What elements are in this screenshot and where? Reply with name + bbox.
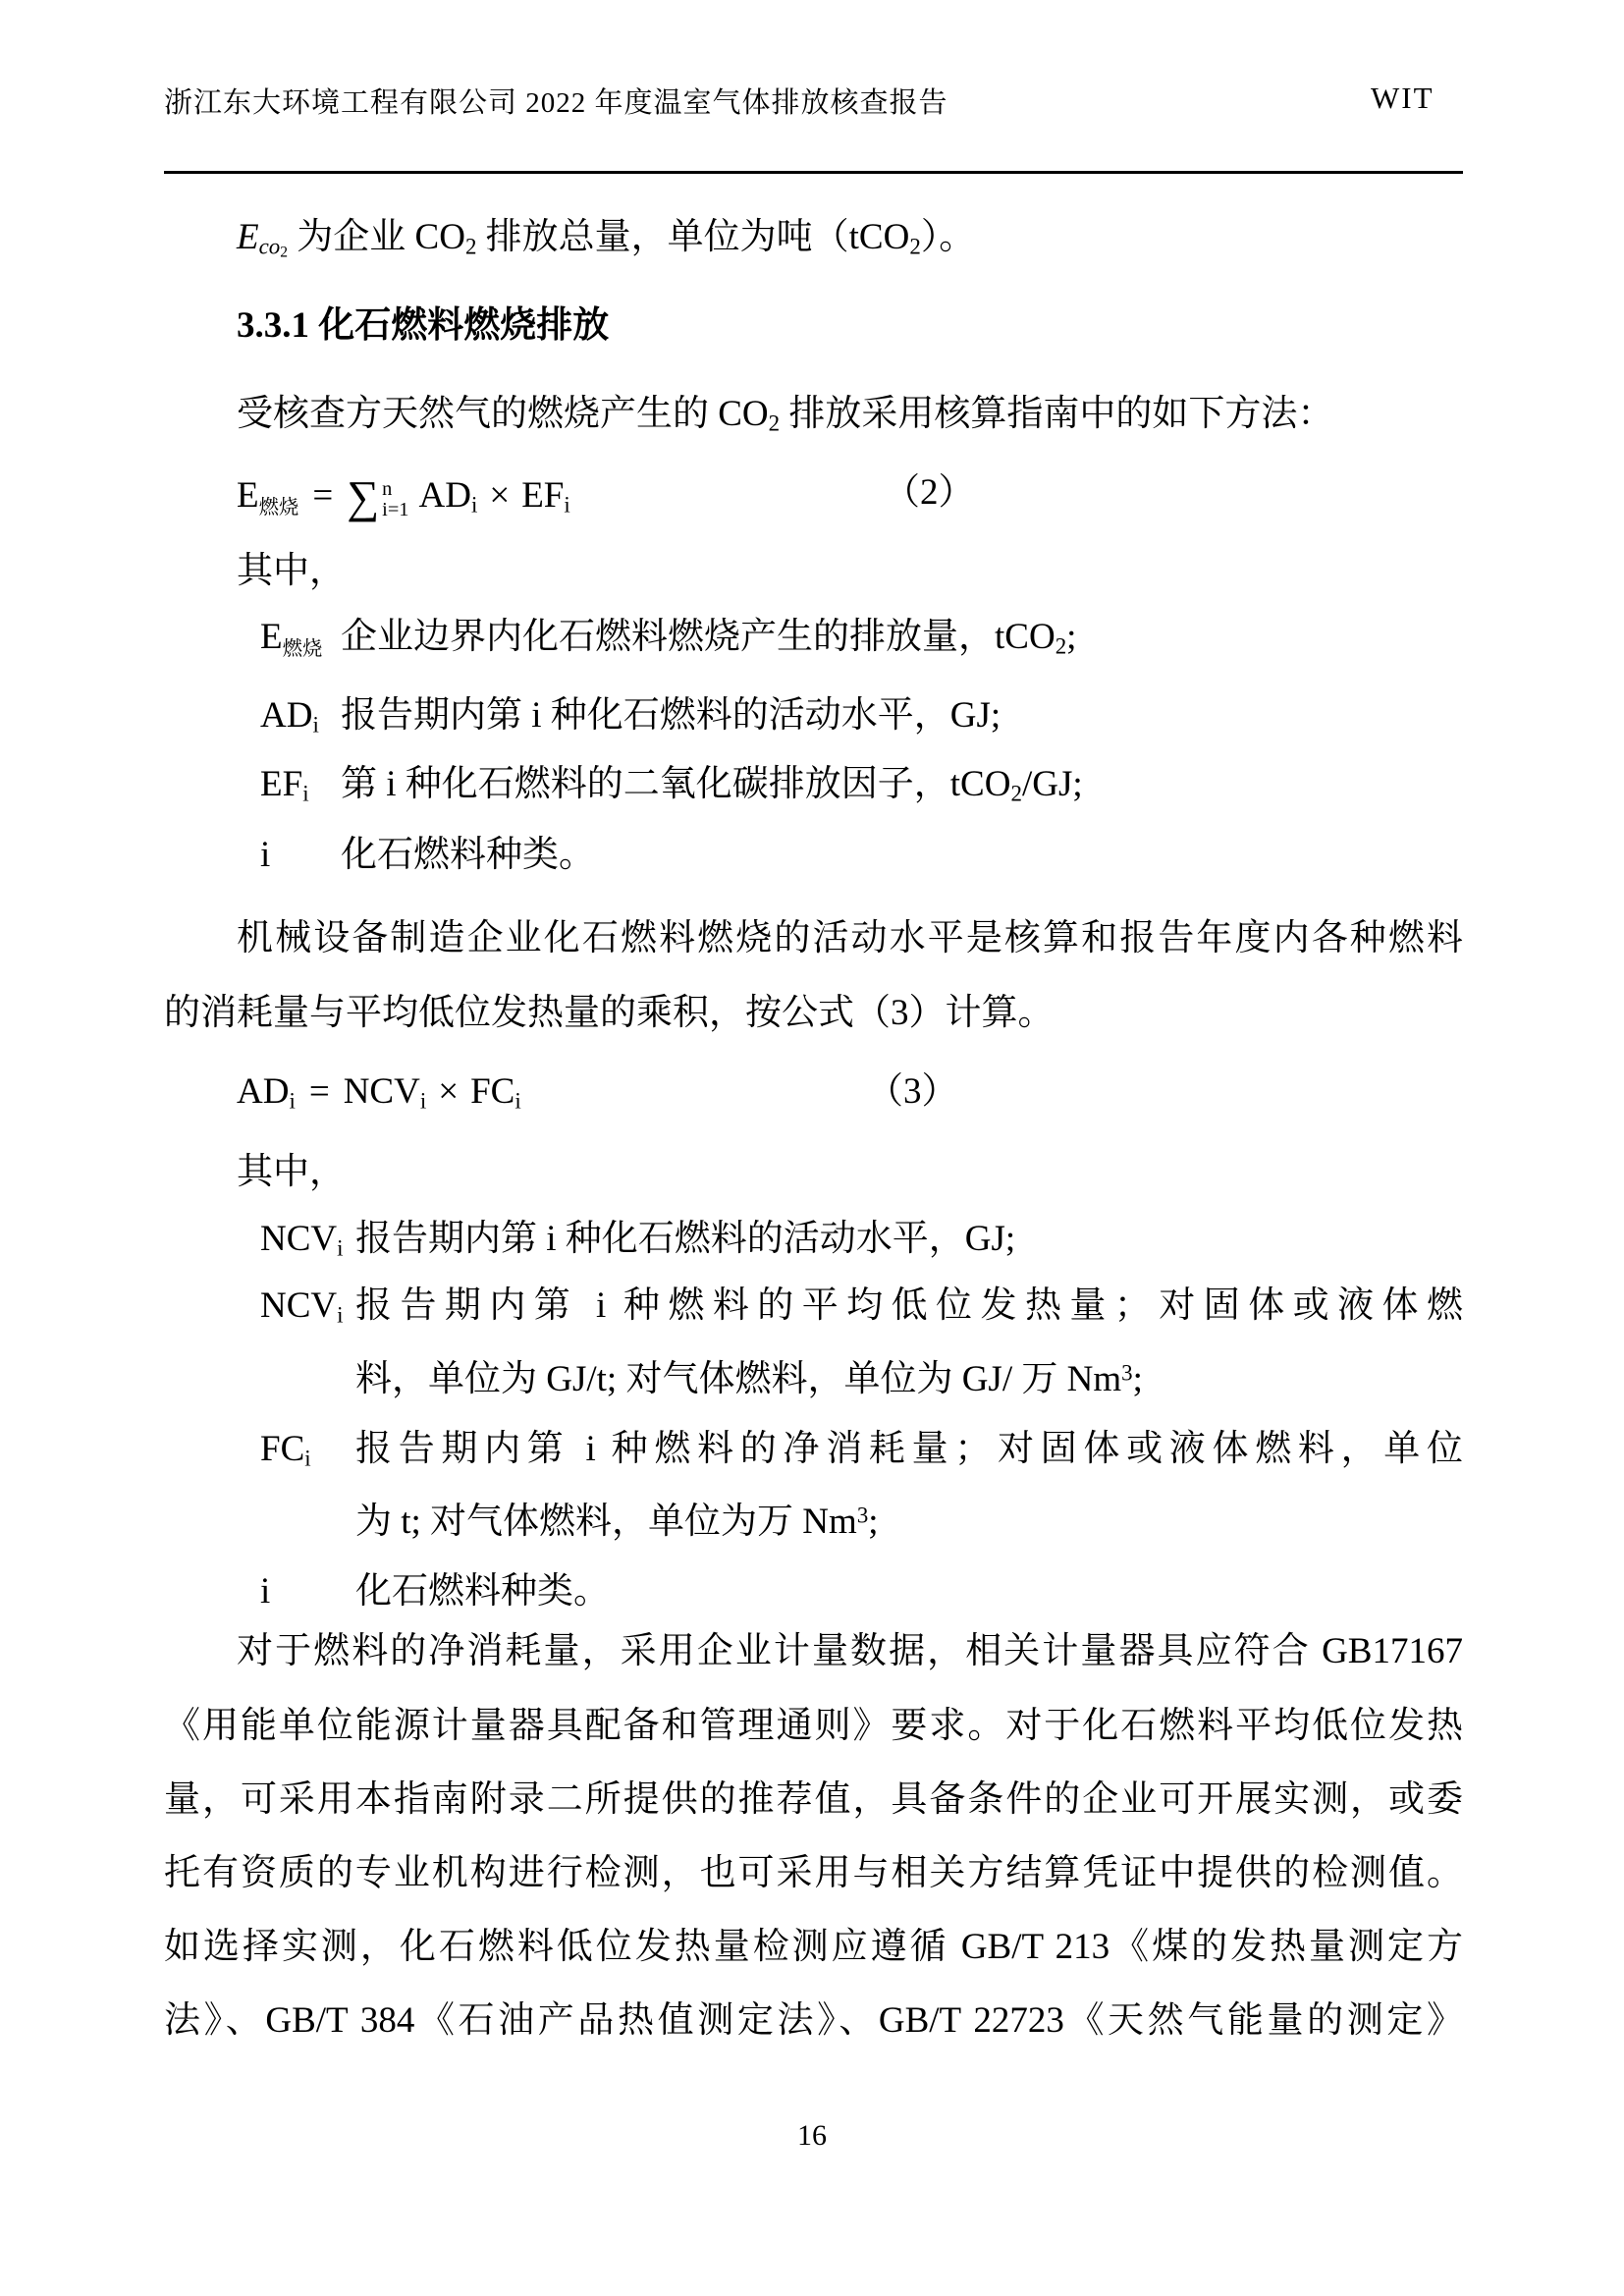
definition-term: $FC_i$ [260,1429,311,1471]
formula-2-number: （2） [884,472,975,513]
definition-desc: 化石燃料种类。 [341,835,595,875]
definition-desc: 化石燃料种类。 [355,1571,610,1612]
definition-desc: 第 i 种化石燃料的二氧化碳排放因子，tCO$_2$/GJ; [341,764,1083,806]
definition-row [164,1283,1463,1332]
formula-3-term2: FC [470,1071,515,1112]
closing-paragraph-line: 《用能单位能源计量器具配备和管理通则》要求。对于化石燃料平均低位发热 [164,1706,1463,1746]
definition-row [164,1216,1463,1265]
section-heading: 3.3.1 化石燃料燃烧排放 [237,305,610,346]
formula-2-lhs-sub: 燃烧 [258,497,299,519]
definition-row [164,614,1463,663]
definition-desc: 为 t; 对气体燃料，单位为万 Nm$^3$; [355,1502,879,1542]
method-line: 受核查方天然气的燃烧产生的 $CO_2$ 排放采用核算指南中的如下方法： [237,394,1334,436]
definition-term: $AD_i$ [260,695,319,738]
definition-desc: 报告期内第 i 种燃料的平均低位发热量；对固体或液体燃 [355,1285,1463,1326]
definition-term: $NCV_i$ [260,1219,344,1261]
header-title: 浙江东大环境工程有限公司 2022 年度温室气体排放核查报告 [164,87,948,119]
definition-row [164,832,1463,881]
closing-paragraph-line: 如选择实测，化石燃料低位发热量检测应遵循 GB/T 213《煤的发热量测定方 [164,1927,1463,1967]
header-mark: WIT [1371,81,1435,115]
header-rule [164,171,1463,174]
page-number: 16 [797,2119,827,2152]
definition-desc: 报告期内第 i 种燃料的净消耗量；对固体或液体燃料，单位 [355,1429,1463,1469]
closing-paragraph-line: 法》、GB/T 384《石油产品热值测定法》、GB/T 22723《天然气能量的测定》 [164,2000,1463,2041]
closing-paragraph-line: 量，可采用本指南附录二所提供的推荐值，具备条件的企业可开展实测，或委 [164,1779,1463,1820]
formula-3-term2-sub: i [514,1088,521,1114]
among-label-2: 其中， [237,1152,346,1192]
definition-desc-continuation [164,1356,1463,1405]
multiply-sign: × [438,1071,460,1112]
formula-2-term2-sub: i [564,493,570,519]
formula-2 [164,469,1463,528]
definition-desc: 料，单位为 GJ/t; 对气体燃料，单位为 GJ/ 万 Nm$^3$; [355,1359,1143,1399]
sigma-lower-limit: i=1 [382,499,409,520]
formula-3-lhs: AD [237,1071,290,1112]
equals-sign: = [312,475,334,517]
sigma-limits [382,479,408,521]
definition-term: i [260,1571,271,1612]
formula-3-lhs-sub: i [289,1088,296,1114]
formula-3-term1-sub: i [419,1088,427,1114]
definition-desc-continuation [164,1499,1463,1548]
definition-term: $NCV_i$ [260,1285,344,1328]
formula-2-term2: EF [521,475,565,517]
definition-row [164,761,1463,810]
formula-2-expression [237,473,570,523]
formula-3-term1: NCV [343,1071,420,1112]
definition-row [164,692,1463,741]
definition-desc: 报告期内第 i 种化石燃料的活动水平，GJ; [355,1219,1016,1259]
equals-sign: = [308,1071,330,1112]
definition-row [164,1426,1463,1475]
body-paragraph-line: 的消耗量与平均低位发热量的乘积，按公式（3）计算。 [164,993,1055,1033]
definition-term: i [260,835,271,875]
sigma-upper-limit: n [382,477,393,500]
definition-desc: 报告期内第 i 种化石燃料的活动水平，GJ; [341,695,1001,736]
among-label-1: 其中， [237,551,346,591]
closing-paragraph-line: 对于燃料的净消耗量，采用企业计量数据，相关计量器具应符合 GB17167 [237,1631,1463,1671]
multiply-sign: × [489,475,511,517]
formula-2-term1: AD [418,475,471,517]
formula-2-term1-sub: i [470,493,478,519]
definition-term: $E_{燃烧}$ [260,617,323,661]
intro-line: $E_{co2}$ 为企业 $CO_2$ 排放总量，单位为吨（tCO$_2$）。 [237,217,976,261]
sigma-symbol: ∑ [347,473,380,523]
definition-row [164,1568,1463,1617]
formula-2-lhs: E [237,475,259,517]
closing-paragraph-line: 托有资质的专业机构进行检测，也可采用与相关方结算凭证中提供的检测值。 [164,1853,1463,1893]
formula-3-expression [237,1071,521,1112]
formula-3-number: （3） [867,1071,958,1112]
body-paragraph-line: 机械设备制造企业化石燃料燃烧的活动水平是核算和报告年度内各种燃料 [237,918,1463,958]
definition-desc: 企业边界内化石燃料燃烧产生的排放量，tCO$_2$; [341,617,1077,659]
formula-3 [164,1068,1463,1117]
definition-term: $EF_i$ [260,764,309,806]
